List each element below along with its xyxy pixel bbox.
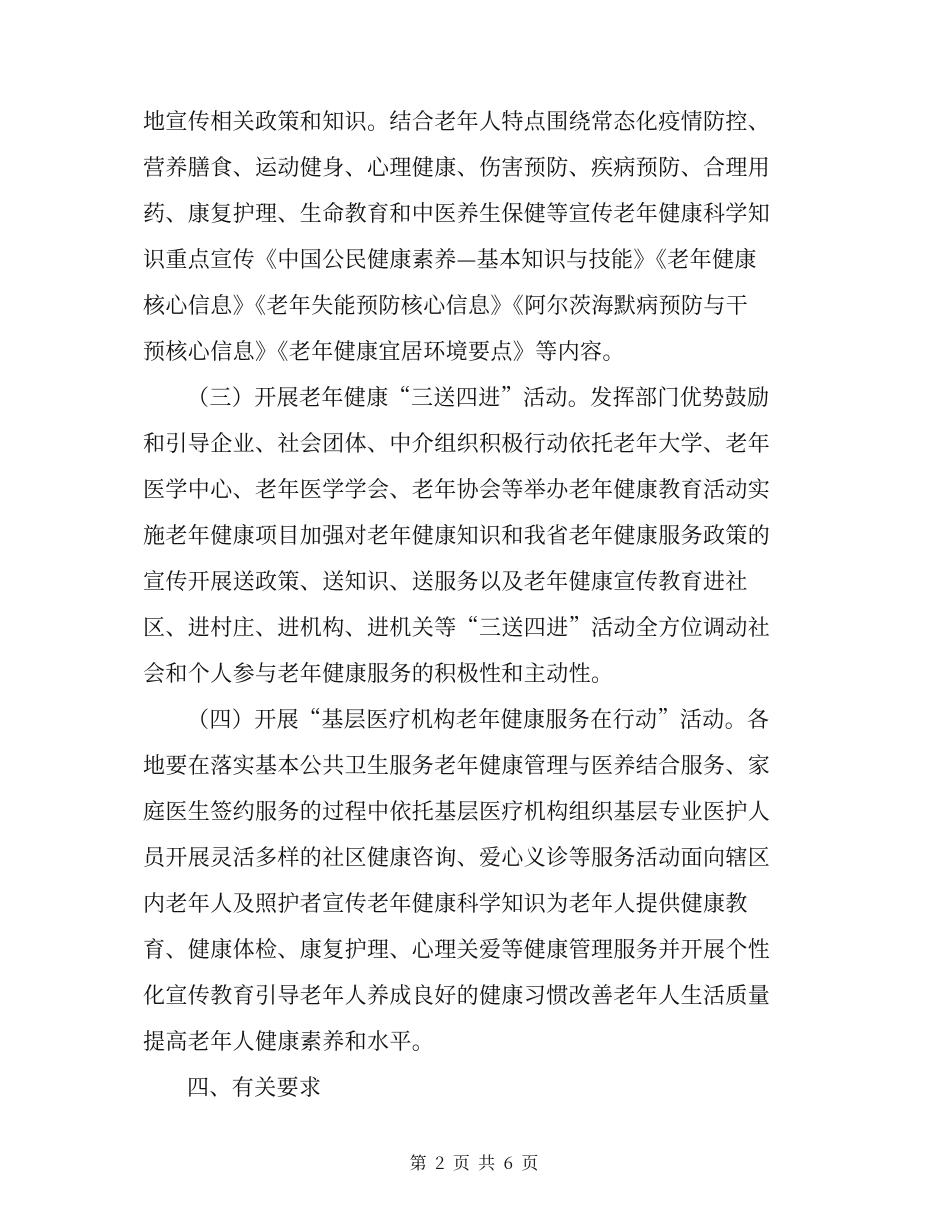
body-text-line: 营养膳食、运动健身、心理健康、伤害预防、疾病预防、合理用 [143, 151, 771, 182]
body-text-line: 提高老年人健康素养和水平。 [143, 1025, 435, 1056]
body-text-line: 和引导企业、社会团体、中介组织积极行动依托老年大学、老年 [143, 427, 771, 458]
body-text-line: 区、进村庄、进机构、进机关等“三送四进”活动全方位调动社 [143, 611, 771, 642]
body-text-line: 识重点宣传《中国公民健康素养—基本知识与技能》《老年健康 [143, 243, 757, 274]
body-text-line: 化宣传教育引导老年人养成良好的健康习惯改善老年人生活质量 [143, 979, 771, 1010]
section-heading: 四、有关要求 [187, 1071, 322, 1102]
body-text-line: 医学中心、老年医学学会、老年协会等举办老年健康教育活动实 [143, 473, 771, 504]
body-text-line: 地要在落实基本公共卫生服务老年健康管理与医养结合服务、家 [143, 749, 771, 780]
body-text-line: 宣传开展送政策、送知识、送服务以及老年健康宣传教育进社 [143, 565, 748, 596]
body-text-line: 核心信息》《老年失能预防核心信息》《阿尔茨海默病预防与干 [143, 289, 749, 320]
paragraph-start-line: （三）开展老年健康“三送四进”活动。发挥部门优势鼓励 [187, 381, 770, 412]
body-text-line: 内老年人及照护者宣传老年健康科学知识为老年人提供健康教 [143, 887, 748, 918]
body-text-line: 施老年健康项目加强对老年健康知识和我省老年健康服务政策的 [143, 519, 771, 550]
page-footer [0, 1149, 950, 1174]
page-number-label: 第 2 页 共 6 页 [409, 1149, 541, 1174]
body-text-line: 药、康复护理、生命教育和中医养生保健等宣传老年健康科学知 [143, 197, 771, 228]
body-text-line: 会和个人参与老年健康服务的积极性和主动性。 [143, 657, 614, 688]
body-text-line: 庭医生签约服务的过程中依托基层医疗机构组织基层专业医护人 [143, 795, 771, 826]
body-text-line: 育、健康体检、康复护理、心理关爱等健康管理服务并开展个性 [143, 933, 771, 964]
body-text-line: 预核心信息》《老年健康宜居环境要点》等内容。 [143, 335, 625, 366]
body-text-line: 员开展灵活多样的社区健康咨询、爱心义诊等服务活动面向辖区 [143, 841, 771, 872]
body-text-line: 地宣传相关政策和知识。结合老年人特点围绕常态化疫情防控、 [143, 105, 771, 136]
paragraph-start-line: （四）开展“基层医疗机构老年健康服务在行动”活动。各 [187, 703, 770, 734]
